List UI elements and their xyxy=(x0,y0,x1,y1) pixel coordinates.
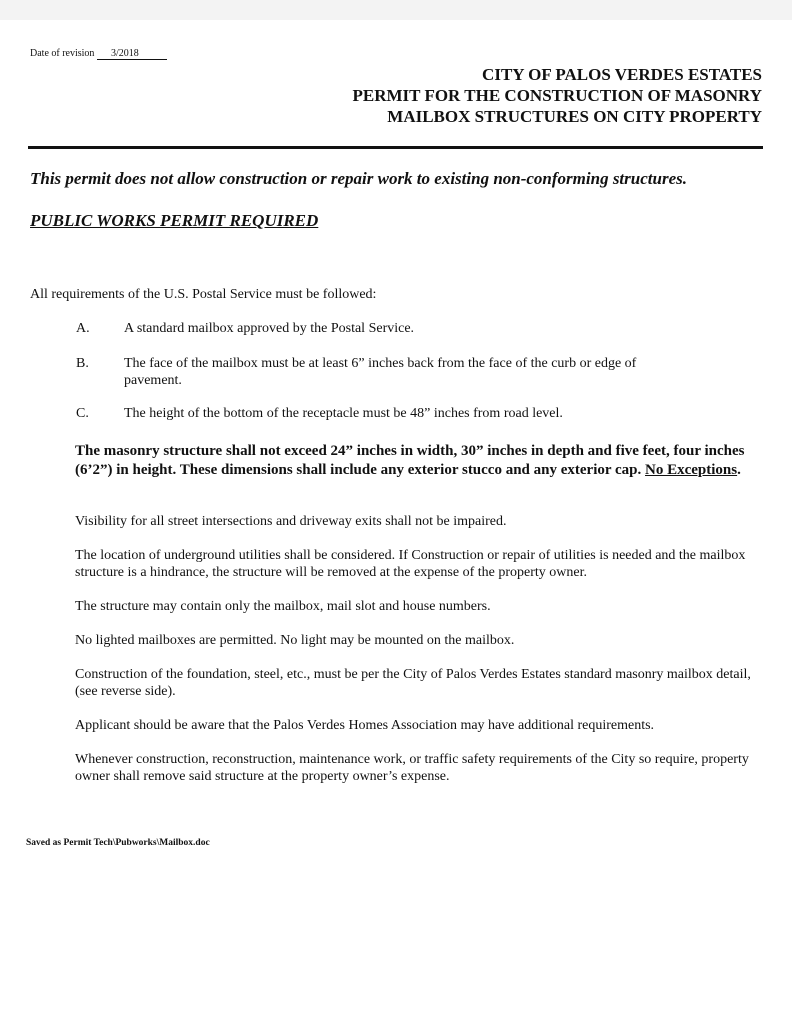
requirements-intro: All requirements of the U.S. Postal Service must be followed: xyxy=(30,287,377,302)
utilities-paragraph: The location of underground utilities shall be considered. If Construction or repair of utilities is needed and the mailbox structure is a hindrance, the structure will be removed at the expense of the property owner. xyxy=(75,548,746,580)
header-divider xyxy=(28,146,763,149)
file-path-footer: Saved as Permit Tech\Pubworks\Mailbox.doc xyxy=(26,838,210,848)
item-text: The face of the mailbox must be at least 6” inches back from the face of the curb or edge of pavement. xyxy=(124,356,637,388)
page-top-band xyxy=(0,0,792,20)
public-works-heading: PUBLIC WORKS PERMIT REQUIRED xyxy=(30,211,319,230)
contents-paragraph: The structure may contain only the mailbox, mail slot and house numbers. xyxy=(75,599,491,614)
foundation-paragraph: Construction of the foundation, steel, etc., must be per the City of Palos Verdes Estates standard masonry mailbox detail, (see reverse side). xyxy=(75,667,751,699)
hoa-paragraph: Applicant should be aware that the Palos Verdes Homes Association may have additional requirements. xyxy=(75,718,655,733)
dimension-requirements xyxy=(75,442,765,480)
permit-notice: This permit does not allow construction or repair work to existing non-conforming structures. xyxy=(30,169,687,188)
item-letter: A. xyxy=(76,321,90,336)
no-exceptions: No Exceptions xyxy=(645,462,738,478)
title-line-3: MAILBOX STRUCTURES ON CITY PROPERTY xyxy=(387,107,762,126)
item-letter: C. xyxy=(76,406,89,421)
item-text: The height of the bottom of the receptacle must be 48” inches from road level. xyxy=(124,406,563,421)
revision-date xyxy=(30,48,167,60)
revision-label: Date of revision xyxy=(30,48,95,59)
dimension-text: The masonry structure shall not exceed 24” inches in width, 30” inches in depth and five feet, four inches (6’2”) in height. These dimensions shall include any exterior stucco and any exterior cap. xyxy=(75,443,745,478)
lighting-paragraph: No lighted mailboxes are permitted. No light may be mounted on the mailbox. xyxy=(75,633,515,648)
removal-paragraph: Whenever construction, reconstruction, maintenance work, or traffic safety requirements of the City so require, property owner shall remove said structure at the property owner’s expense. xyxy=(75,752,749,784)
item-letter: B. xyxy=(76,356,89,371)
title-line-2: PERMIT FOR THE CONSTRUCTION OF MASONRY xyxy=(352,86,762,105)
item-text: A standard mailbox approved by the Postal Service. xyxy=(124,321,415,336)
revision-value: 3/2018 xyxy=(97,48,167,60)
document-title xyxy=(353,64,763,127)
visibility-paragraph: Visibility for all street intersections and driveway exits shall not be impaired. xyxy=(75,514,507,529)
dimension-end: . xyxy=(737,462,741,478)
title-line-1: CITY OF PALOS VERDES ESTATES xyxy=(482,65,762,84)
